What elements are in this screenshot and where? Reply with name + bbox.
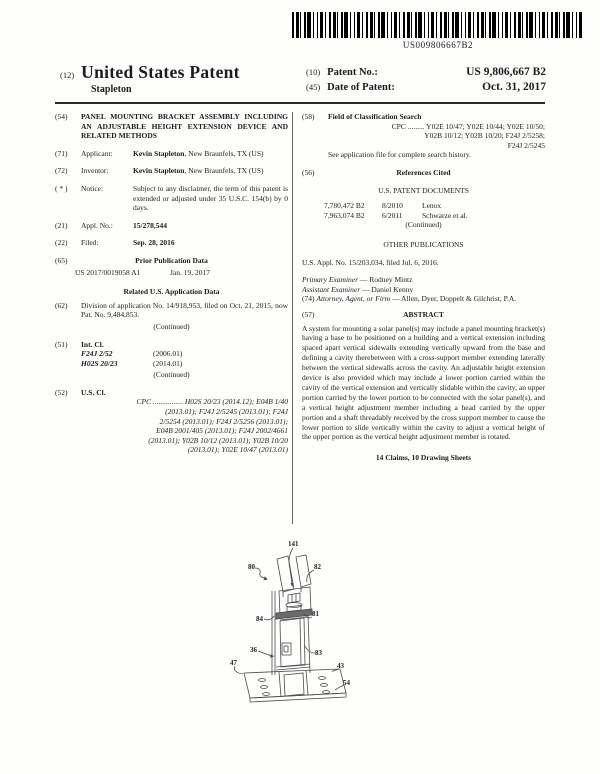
leader-36 xyxy=(258,651,272,656)
ref-141: 141 xyxy=(288,540,299,548)
section-56-heading: (56) References Cited xyxy=(302,167,451,177)
section-54-title: (54) PANEL MOUNTING BRACKET ASSEMBLY INCLUDING AN ADJUSTABLE HEIGHT EXTENSION DEVICE AND RELATED METHODS xyxy=(55,112,288,141)
leader-84 xyxy=(264,616,274,620)
bibliographic-columns xyxy=(55,112,545,524)
patent-citation-row: 7,963,074 B2 6/2011 Schwarze et al. xyxy=(324,210,468,220)
date-of-patent: Oct. 31, 2017 xyxy=(482,81,546,93)
section-58-field-search: (58) Field of Classification Search CPC ......... Y02E 10/47; Y02E 10/44; Y02E 10/50; Y02B 10/12; Y02B 10/20; F24J 2/5258; F24J 2/5245 See application file for complete search history. xyxy=(302,112,545,160)
ref-54: 54 xyxy=(343,679,350,687)
ref-83: 83 xyxy=(315,649,322,657)
latch-detail xyxy=(282,643,291,655)
us-patent-documents-heading: U.S. PATENT DOCUMENTS xyxy=(378,185,469,195)
us-cl-heading: U.S. Cl. xyxy=(81,387,106,397)
int-cl-continued: (Continued) xyxy=(153,370,190,380)
bolt-head xyxy=(288,593,300,603)
attorney-line: (74) Attorney, Agent, or Firm — Allen, Dyer, Doppelt & Gilchrist, P.A. xyxy=(302,294,517,304)
kind-code-12: (12) xyxy=(60,70,75,80)
other-publications-heading: OTHER PUBLICATIONS xyxy=(383,239,464,249)
ref-47: 47 xyxy=(230,659,237,667)
inventor-surname: Stapleton xyxy=(91,84,132,95)
related-continued: (Continued) xyxy=(153,321,190,331)
section-21-appl-no: (21) Appl. No.: 15/278,544 xyxy=(55,221,288,231)
ref-82: 82 xyxy=(314,563,321,571)
barcode-number: US009806667B2 xyxy=(402,40,474,50)
other-publication-text: U.S. Appl. No. 15/203,034, filed Jul. 6, 2016. xyxy=(302,257,439,267)
division-text: Division of application No. 14/918,953, filed on Oct. 21, 2015, now Pat. No. 9,484,853. xyxy=(81,300,288,320)
ref-84: 84 xyxy=(256,615,263,623)
citations-continued: (Continued) xyxy=(405,220,442,230)
upper-plate-right xyxy=(296,555,311,587)
int-cl-entry: H02S 20/23 (2014.01) xyxy=(81,358,183,368)
publication-date: Jan. 19, 2017 xyxy=(170,267,210,277)
publication-number: US 2017/0019058 A1 xyxy=(75,267,141,277)
field-search-heading: Field of Classification Search xyxy=(328,112,422,121)
patent-number: US 9,806,667 B2 xyxy=(466,66,546,78)
upper-plate-left xyxy=(277,556,294,592)
section-65-heading: (65) Prior Publication Data xyxy=(55,255,208,265)
bracket-assembly-figure xyxy=(222,535,378,767)
primary-examiner-line: Primary Examiner — Rodney Mintz xyxy=(302,275,413,285)
header-divider xyxy=(55,102,545,104)
section-72-inventor: (72) Inventor: Kevin Stapleton, New Braunfels, TX (US) xyxy=(55,166,288,176)
leader-47 xyxy=(234,666,243,674)
patent-drawing xyxy=(222,535,378,772)
patent-no-label: (10) Patent No.: xyxy=(306,67,378,78)
inventor-value: Kevin Stapleton, New Braunfels, TX (US) xyxy=(133,166,264,176)
claims-drawing-sheets-line: 14 Claims, 10 Drawing Sheets xyxy=(375,453,472,463)
int-cl-entry: F24J 2/52 (2006.01) xyxy=(81,349,183,359)
document-title: United States Patent xyxy=(81,62,240,82)
base-center-opening xyxy=(284,673,304,696)
right-column xyxy=(293,112,545,524)
application-number: 15/278,544 xyxy=(133,220,167,230)
patent-citation-row: 7,780,472 B2 8/2010 Lenox xyxy=(324,201,442,211)
ref-36: 36 xyxy=(250,646,257,654)
invention-title: PANEL MOUNTING BRACKET ASSEMBLY INCLUDING AN ADJUSTABLE HEIGHT EXTENSION DEVICE AND RELATED METHODS xyxy=(81,112,288,141)
int-cl-heading: Int. Cl. xyxy=(81,339,104,349)
section-notice: ( * ) Notice: Subject to any disclaimer, the term of this patent is extended or adjusted under 35 U.S.C. 154(b) by 0 days. xyxy=(55,183,288,213)
ref-43: 43 xyxy=(337,662,344,670)
section-51-int-cl: (51) Int. Cl. F24J 2/52 (2006.01) H02S 20/23 (2014.01) xyxy=(55,340,288,369)
leader-83 xyxy=(305,646,315,653)
filing-date: Sep. 28, 2016 xyxy=(133,238,175,248)
left-column xyxy=(55,112,293,524)
leader-80 xyxy=(255,568,266,578)
search-history-note: See application file for complete search history. xyxy=(328,150,472,160)
section-62-division: (62) Division of application No. 14/918,953, filed on Oct. 21, 2015, now Pat. No. 9,484,853. xyxy=(55,300,288,320)
abstract-text: A system for mounting a solar panel(s) may include a panel mounting bracket(s) having a base to be positioned on a building and a vertical extension including spaced apart vertical sidewalls extending vertically upward from the base and defining a cavity therebetween with a cross-support member extending laterally between the vertical sidewalls across the cavity. An adjustable height extension device is also provided which may include a lower portion carried within the cavity of the vertical extension and vertically slidable within the cavity, an upper portion carried by the lower portion to be connected with the solar panel(s), and a vertical height adjustment member including a head carried by the upper portion and a shaft threadably received by the cross support member to cause the lower portion to slide vertically within the cavity to adjust a vertical height of the upper portion as the vertical height adjustment member is rotated. xyxy=(302,323,545,442)
prior-publication-row xyxy=(55,268,288,278)
ref-81: 81 xyxy=(312,610,319,618)
section-71-applicant: (71) Applicant: Kevin Stapleton, New Braunfels, TX (US) xyxy=(55,149,288,159)
assistant-examiner-line: Assistant Examiner — Daniel Kenny xyxy=(302,284,414,294)
cpc-classification-lines: CPC ................ H02S 20/23 (2014.12); E04B 1/40 (2013.01); F24J 2/5245 (2013.01); F24J 2/5254 (2013.01); F24J 2/5256 (2013.01); E04B 2001/405 (2013.01); F24J 2002/4661 (2013.01); Y02B 10/12 (2013.01); Y02B 10/20 (2013.01); Y02E 10/47 (2013.01) xyxy=(136,397,288,455)
applicant-value: Kevin Stapleton, New Braunfels, TX (US) xyxy=(133,148,264,158)
related-data-heading: Related U.S. Application Data xyxy=(123,287,220,297)
date-of-patent-label: (45) Date of Patent: xyxy=(306,82,395,93)
header-right xyxy=(306,66,546,96)
notice-text: Subject to any disclaimer, the term of this patent is extended or adjusted under 35 U.S.C. 154(b) by 0 days. xyxy=(133,183,288,213)
barcode-image xyxy=(292,12,584,38)
section-52-us-cl: (52) U.S. Cl. CPC ................ H02S 20/23 (2014.12); E04B 1/40 (2013.01); F24J 2/5245 (2013.01); F24J 2/5254 (2013.01); F24J 2/5256 (2013.01); E04B 2001/405 (2013.01); F24J 2002/4661 (2013.01); Y02B 10/12 (2013.01); Y02B 10/20 (2013.01); Y02E 10/47 (2013.01) xyxy=(55,387,288,455)
ref-80: 80 xyxy=(248,563,255,571)
header-left xyxy=(60,62,240,95)
section-22-filed: (22) Filed: Sep. 28, 2016 xyxy=(55,238,288,248)
field-search-cpc-lines: CPC ......... Y02E 10/47; Y02E 10/44; Y02E 10/50; Y02B 10/12; Y02B 10/20; F24J 2/5258; F24J 2/5245 xyxy=(391,121,545,150)
section-57-heading: (57) ABSTRACT xyxy=(302,309,444,319)
